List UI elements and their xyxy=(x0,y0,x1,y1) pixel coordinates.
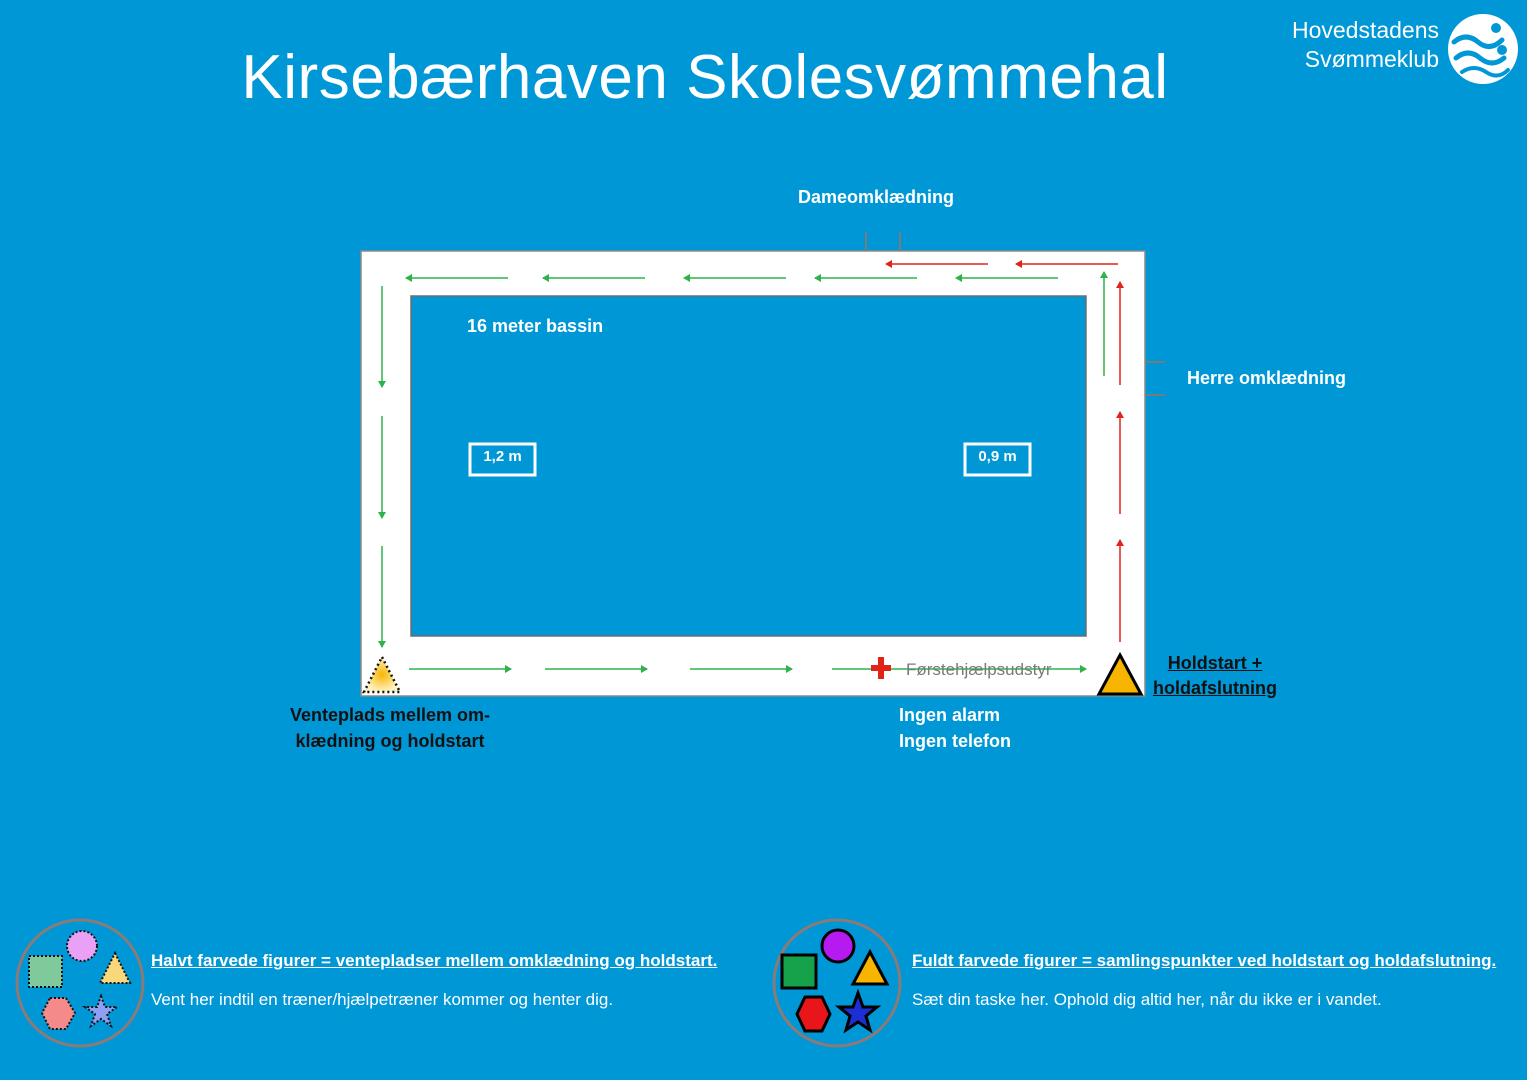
half-circle-purple-icon xyxy=(67,931,97,961)
pool-water xyxy=(411,296,1086,636)
women-changing-label: Dameomklædning xyxy=(798,187,955,207)
team-start-line1: Holdstart + xyxy=(1167,653,1263,673)
club-name-line1: Hovedstadens xyxy=(1291,17,1439,43)
legend-full-heading: Fuldt farvede figurer = samlingspunkter ved holdstart og holdafslutning. xyxy=(912,951,1497,970)
legend-half-body: Vent her indtil en træner/hjælpetræner kommer og henter dig. xyxy=(151,990,614,1009)
waiting-spot-line1: Venteplads mellem om- xyxy=(289,705,491,725)
page-title: Kirsebærhaven Skolesvømmehal xyxy=(241,43,1169,112)
no-phone-note: Ingen telefon xyxy=(899,731,1011,751)
men-changing-label: Herre omklædning xyxy=(1187,368,1347,388)
legend-half-heading: Halvt farvede figurer = ventepladser mellem omklædning og holdstart. xyxy=(151,951,718,970)
full-square-icon xyxy=(782,955,816,988)
team-start-line2: holdafslutning xyxy=(1153,678,1277,698)
full-hexagon-icon xyxy=(797,997,830,1031)
pool-label: 16 meter bassin xyxy=(467,316,604,336)
club-name-line2: Svømmeklub xyxy=(1304,46,1439,72)
full-circle-purple-icon xyxy=(822,930,854,962)
depth-right-label: 0,9 m xyxy=(978,448,1017,465)
waiting-spot-line2: klædning og holdstart xyxy=(295,731,485,751)
waiting-spot-label xyxy=(280,702,500,754)
half-square-icon xyxy=(29,956,62,987)
first-aid-label: Førstehjælpsudstyr xyxy=(906,660,1052,679)
depth-left-label: 1,2 m xyxy=(483,448,522,465)
safety-notes xyxy=(899,702,1011,754)
no-alarm-note: Ingen alarm xyxy=(899,705,1001,725)
team-start-label xyxy=(1147,651,1283,701)
legend-full-body: Sæt din taske her. Ophold dig altid her, når du ikke er i vandet. xyxy=(912,990,1382,1009)
